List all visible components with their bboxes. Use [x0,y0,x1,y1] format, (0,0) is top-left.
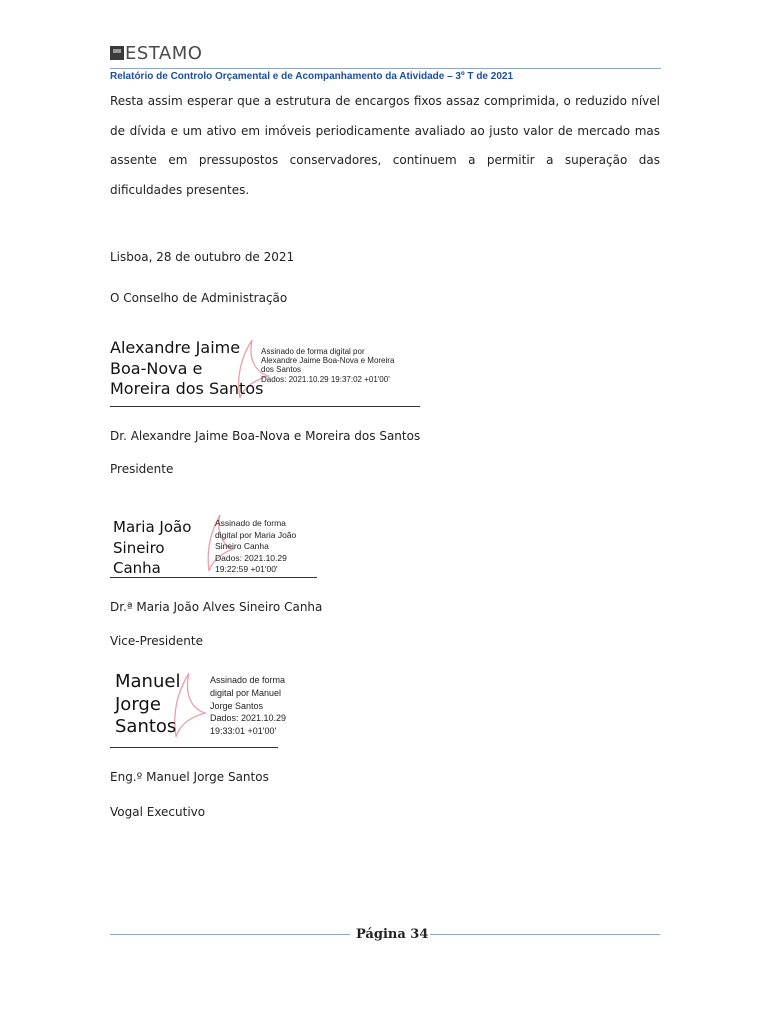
signature-name-3 [115,671,180,739]
estamo-logo [110,42,202,64]
signature-name-2 [113,517,191,579]
signature-rule-3 [110,747,278,748]
signature-detail-line: Dados: 2021.10.29 [210,713,287,724]
signature-detail-line: Dados: 2021.10.29 19:37:02 +01'00' [261,374,390,384]
signature-detail-line: 19:22:59 +01'00' [215,564,278,574]
signature-detail-1 [261,347,394,384]
page-number: Página 34 [356,927,429,942]
signature-detail-line: Assinado de forma digital por [261,347,365,356]
signer-role-1: Presidente [110,462,174,476]
signer-role-3: Vogal Executivo [110,805,206,819]
signature-detail-2 [215,518,296,576]
signature-name-line: Sineiro [113,538,165,557]
footer-rule-left [110,934,350,935]
header-rule [110,68,661,69]
signer-name-3: Eng.º Manuel Jorge Santos [110,770,269,784]
signature-name-line: Alexandre Jaime [110,338,241,357]
footer-rule-right [430,934,660,935]
logo-text: ESTAMO [125,42,203,64]
signature-name-line: Boa-Nova e [110,358,203,378]
signature-detail-line: Assinado de forma [215,518,286,528]
signature-detail-3 [210,674,286,738]
signature-detail-line: Jorge Santos [210,700,264,711]
board-title: O Conselho de Administração [110,291,288,305]
signer-name-1: Dr. Alexandre Jaime Boa-Nova e Moreira dos Santos [110,429,421,443]
signature-detail-line: Assinado de forma [210,675,286,685]
signature-name-line: Jorge [115,693,161,715]
signature-block-3 [110,671,310,743]
signer-role-2: Vice-Presidente [110,634,203,648]
signature-name-line: Santos [115,716,177,737]
signature-rule-1 [110,406,420,407]
report-title: Relatório de Controlo Orçamental e de Acompanhamento da Atividade – 3º T de 2021 [110,71,514,82]
signature-detail-line: 19:33:01 +01'00' [210,726,277,737]
place-date: Lisboa, 28 de outubro de 2021 [110,250,295,264]
signature-name-line: Canha [113,559,161,577]
signature-detail-line: digital por Maria João [215,529,297,540]
signature-block-1 [110,338,430,408]
signature-name-line: Manuel [115,671,181,692]
signature-detail-line: Alexandre Jaime Boa-Nova e Moreira [261,356,395,366]
signer-name-2: Dr.ª Maria João Alves Sineiro Canha [110,600,323,614]
signature-detail-line: Sineiro Canha [215,541,269,551]
signature-detail-line: dos Santos [261,365,302,375]
logo-mark-icon [110,46,124,60]
signature-name-line: Moreira dos Santos [110,379,264,398]
signature-name-line: Maria João [113,518,192,536]
signature-block-2 [110,515,320,577]
signature-detail-line: digital por Manuel [210,687,282,698]
closing-paragraph: Resta assim esperar que a estrutura de encargos fixos assaz comprimida, o reduzido nível de dívida e um ativo em imóveis periodicamente avaliado ao justo valor de mercado mas assente em pressupostos conservadores, continuem a permitir a superação das dificuldades presentes. [110,94,660,197]
signature-rule-2 [110,577,317,578]
signature-name-1 [110,338,263,400]
signature-detail-line: Dados: 2021.10.29 [215,552,287,563]
